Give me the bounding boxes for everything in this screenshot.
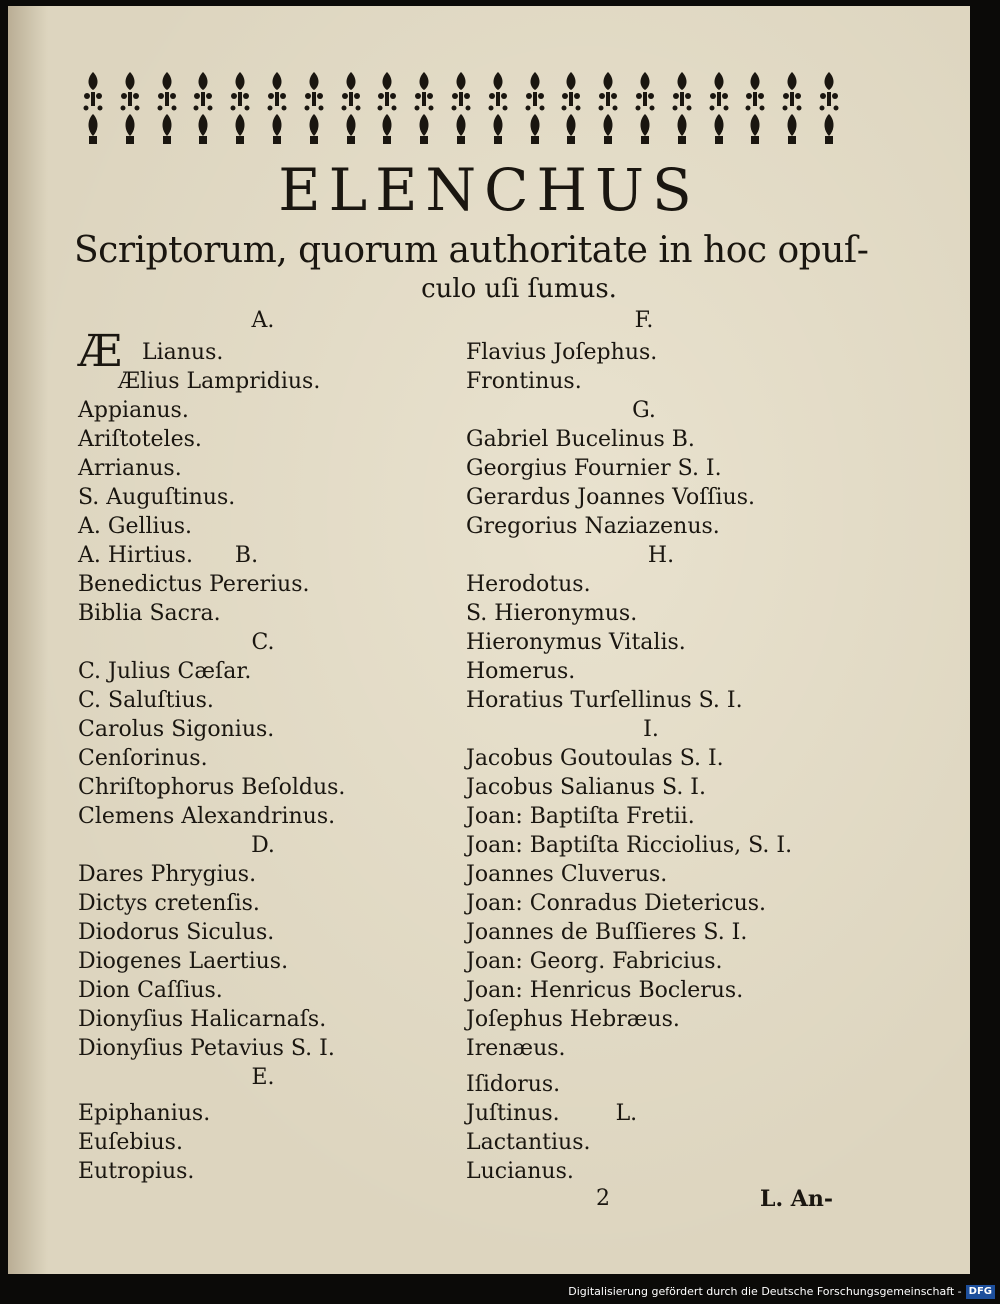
ornament-fleuron-icon — [227, 70, 253, 150]
list-item: Cenſorinus. — [78, 746, 208, 771]
list-item: Dares Phrygius. — [78, 862, 257, 887]
ornament-fleuron-icon — [669, 70, 695, 150]
list-item: A. Gellius. — [78, 514, 193, 539]
list-item: S. Hieronymus. — [466, 601, 638, 626]
ornament-fleuron-icon — [706, 70, 732, 150]
list-item: Gregorius Naziazenus. — [466, 514, 720, 539]
ornament-fleuron-icon — [742, 70, 768, 150]
ornament-fleuron-icon — [154, 70, 180, 150]
list-item: Dictys cretenſis. — [78, 891, 260, 916]
list-item: Joannes Cluverus. — [466, 862, 668, 887]
ornament-fleuron-icon — [264, 70, 290, 150]
list-item: Lianus. — [142, 340, 224, 365]
ornament-fleuron-icon — [485, 70, 511, 150]
list-item: Ælius Lampridius. — [118, 369, 321, 394]
list-item: Joan: Baptiſta Fretii. — [466, 804, 695, 829]
list-item: Georgius Fournier S. I. — [466, 456, 722, 481]
ornament-fleuron-icon — [301, 70, 327, 150]
list-item: Iſidorus. — [466, 1072, 561, 1097]
section-letter-d: D. — [251, 833, 275, 858]
page-subtitle-line2: culo uſi ſumus. — [421, 274, 617, 304]
list-item: Diodorus Siculus. — [78, 920, 275, 945]
book-page — [8, 6, 970, 1274]
ornament-fleuron-icon — [522, 70, 548, 150]
section-letter-e: E. — [251, 1065, 275, 1090]
ornament-fleuron-icon — [117, 70, 143, 150]
list-item: Joan: Georg. Fabricius. — [466, 949, 723, 974]
initial-capital: Æ — [78, 326, 123, 377]
ornament-fleuron-icon — [779, 70, 805, 150]
list-item: Diogenes Laertius. — [78, 949, 289, 974]
list-item: Irenæus. — [466, 1036, 566, 1061]
list-item: Gerardus Joannes Voſſius. — [466, 485, 755, 510]
list-item: Carolus Sigonius. — [78, 717, 275, 742]
ornament-fleuron-icon — [558, 70, 584, 150]
list-item: Joan: Henricus Boclerus. — [466, 978, 744, 1003]
list-item: Epiphanius. — [78, 1101, 211, 1126]
dfg-logo: DFG — [966, 1285, 995, 1299]
list-item: Joannes de Buſſieres S. I. — [466, 920, 748, 945]
list-item: Hieronymus Vitalis. — [466, 630, 686, 655]
list-item: Lucianus. — [466, 1159, 574, 1184]
list-item: Joan: Conradus Dietericus. — [466, 891, 767, 916]
list-item: Juſtinus. L. — [466, 1101, 638, 1126]
ornament-fleuron-icon — [338, 70, 364, 150]
list-item: Jacobus Goutoulas S. I. — [466, 746, 724, 771]
list-item: Frontinus. — [466, 369, 582, 394]
list-item: Appianus. — [78, 398, 189, 423]
digitization-credit — [0, 1280, 995, 1304]
list-item: Eutropius. — [78, 1159, 195, 1184]
list-item: Euſebius. — [78, 1130, 183, 1155]
list-item: Flavius Joſephus. — [466, 340, 658, 365]
list-item: Dionyſius Petavius S. I. — [78, 1036, 335, 1061]
list-item: Horatius Turſellinus S. I. — [466, 688, 743, 713]
list-item: Ariſtoteles. — [78, 427, 202, 452]
list-item: Joſephus Hebræus. — [466, 1007, 680, 1032]
list-item: Herodotus. — [466, 572, 591, 597]
list-item: Clemens Alexandrinus. — [78, 804, 336, 829]
section-letter-g: G. — [632, 398, 656, 423]
ornament-fleuron-icon — [80, 70, 106, 150]
list-item: S. Auguſtinus. — [78, 485, 236, 510]
list-item: Gabriel Bucelinus B. — [466, 427, 695, 452]
section-letter-c: C. — [251, 630, 275, 655]
list-item: A. Hirtius. B. — [78, 543, 259, 568]
ornament-fleuron-icon — [411, 70, 437, 150]
ornament-fleuron-icon — [632, 70, 658, 150]
section-letter-h: H. — [647, 543, 675, 568]
list-item: Homerus. — [466, 659, 576, 684]
digitization-credit-text: Digitalisierung gefördert durch die Deutsche Forschungsgemeinschaft - — [568, 1285, 962, 1298]
section-letter-i: I. — [643, 717, 659, 742]
ornament-fleuron-icon — [374, 70, 400, 150]
list-item: C. Saluſtius. — [78, 688, 214, 713]
signature-mark: 2 — [596, 1186, 610, 1211]
list-item: C. Julius Cæſar. — [78, 659, 252, 684]
list-item: Chriſtophorus Beſoldus. — [78, 775, 346, 800]
catchword: L. An- — [760, 1186, 833, 1212]
list-item: Biblia Sacra. — [78, 601, 221, 626]
section-letter-f: F. — [634, 308, 654, 333]
list-item: Lactantius. — [466, 1130, 591, 1155]
page-title: ELENCHUS — [278, 156, 700, 224]
list-item: Dion Caſſius. — [78, 978, 223, 1003]
list-item: Arrianus. — [78, 456, 182, 481]
ornament-border — [80, 70, 842, 150]
page-subtitle-line1: Scriptorum, quorum authoritate in hoc opuſ- — [74, 230, 869, 271]
section-letter-a: A. — [251, 308, 275, 333]
ornament-fleuron-icon — [448, 70, 474, 150]
list-item: Jacobus Salianus S. I. — [466, 775, 706, 800]
list-item: Joan: Baptiſta Ricciolius, S. I. — [466, 833, 793, 858]
ornament-fleuron-icon — [190, 70, 216, 150]
list-item: Benedictus Pererius. — [78, 572, 310, 597]
ornament-fleuron-icon — [595, 70, 621, 150]
ornament-fleuron-icon — [816, 70, 842, 150]
list-item: Dionyſius Halicarnaſs. — [78, 1007, 327, 1032]
